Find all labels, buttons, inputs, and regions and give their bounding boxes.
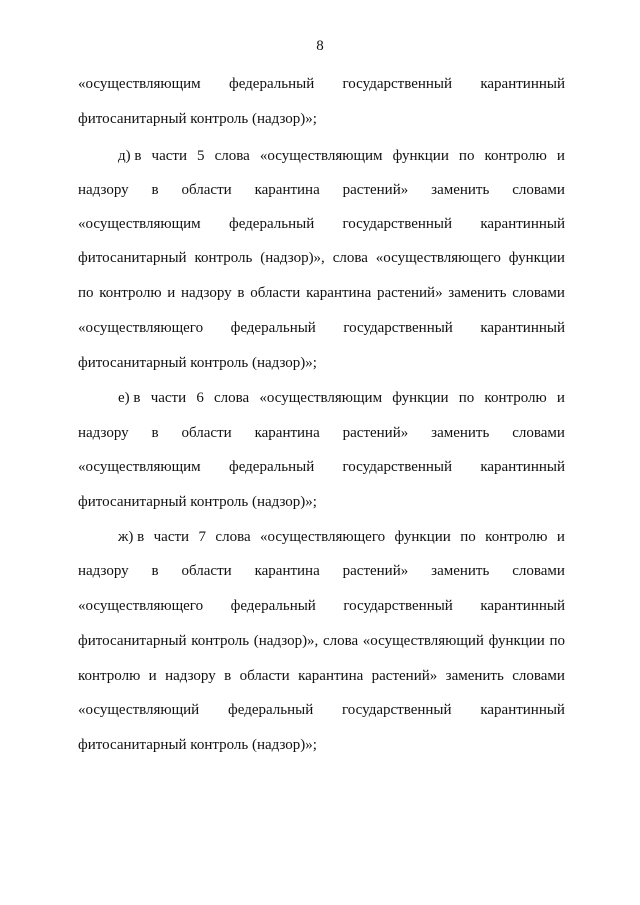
word: «осуществляющего (78, 598, 204, 614)
text-line: фитосанитарный контроль (надзор)»; (78, 737, 317, 753)
word: словами (512, 425, 565, 441)
word: заменить (448, 285, 507, 301)
word: 7 (198, 529, 206, 545)
word: в (237, 285, 245, 301)
word: фитосанитарный (78, 250, 187, 266)
text-line (78, 562, 565, 580)
word: «осуществляющего (375, 250, 501, 266)
word: 5 (197, 148, 205, 164)
text-line (78, 319, 565, 337)
text-line (78, 632, 565, 650)
word: по (460, 529, 476, 545)
word: «осуществляющего (78, 320, 204, 336)
word: в (151, 425, 159, 441)
word: заменить (431, 563, 490, 579)
word: федеральный (228, 702, 314, 718)
text-line (78, 701, 565, 719)
text-line (78, 249, 565, 267)
word: словами (512, 563, 565, 579)
word: и (556, 148, 565, 164)
word: в (151, 182, 159, 198)
word: е) в (118, 390, 141, 406)
word: государственный (342, 76, 453, 92)
word: федеральный (229, 76, 315, 92)
word: области (181, 563, 232, 579)
word: «осуществляющий (78, 702, 200, 718)
word: федеральный (230, 598, 316, 614)
word: области (239, 668, 290, 684)
word: по (458, 390, 475, 406)
word: области (181, 182, 232, 198)
word: по (78, 285, 94, 301)
text-line (78, 667, 565, 685)
word: контролю (484, 148, 547, 164)
word: контролю (78, 668, 141, 684)
word: контроль (191, 633, 250, 649)
word: области (181, 425, 232, 441)
text-line-item-e (118, 389, 565, 407)
word: государственный (343, 598, 453, 614)
word: «осуществляющим (78, 216, 201, 232)
word: контроль (194, 250, 253, 266)
text-line (78, 597, 565, 615)
word: карантина (306, 285, 372, 301)
word: карантинный (480, 702, 565, 718)
text-line (78, 215, 565, 233)
word: растений» (342, 182, 409, 198)
word: «осуществляющий (362, 633, 484, 649)
word: слова (322, 633, 359, 649)
word: надзору (78, 182, 129, 198)
word: функции (392, 148, 449, 164)
word: слова (214, 390, 250, 406)
word: контролю (485, 529, 548, 545)
word: карантинный (480, 320, 565, 336)
word: надзору (78, 425, 129, 441)
word: (надзор)», (253, 633, 319, 649)
word: и (167, 285, 176, 301)
word: карантинный (480, 459, 565, 475)
word: и (556, 529, 565, 545)
word: словами (512, 668, 565, 684)
word: слова (214, 148, 250, 164)
word: 6 (196, 390, 204, 406)
text-line: фитосанитарный контроль (надзор)»; (78, 355, 317, 371)
word: растений» (342, 563, 409, 579)
word: карантинный (480, 216, 565, 232)
page-number: 8 (316, 38, 324, 54)
word: в (224, 668, 232, 684)
text-line (78, 424, 565, 442)
word: по (458, 148, 475, 164)
word: государственный (342, 702, 452, 718)
word: ж) в (118, 529, 145, 545)
word: функции (508, 250, 565, 266)
word: карантина (254, 563, 320, 579)
word: заменить (431, 425, 490, 441)
word: (надзор)», (260, 250, 325, 266)
word: «осуществляющим (259, 148, 383, 164)
word: государственный (343, 320, 453, 336)
word: части (150, 390, 187, 406)
word: функции (394, 529, 451, 545)
text-line (78, 458, 565, 476)
word: контролю (484, 390, 547, 406)
word: карантинный (480, 598, 565, 614)
text-line: фитосанитарный контроль (надзор)»; (78, 494, 317, 510)
word: государственный (342, 216, 453, 232)
word: части (153, 529, 190, 545)
word: словами (512, 182, 565, 198)
word: карантинный (480, 76, 565, 92)
word: и (148, 668, 157, 684)
word: словами (512, 285, 565, 301)
word: заменить (431, 182, 490, 198)
word: по (549, 633, 565, 649)
word: «осуществляющим (78, 76, 201, 92)
word: слова (215, 529, 251, 545)
word: контролю (99, 285, 162, 301)
word: карантина (254, 182, 320, 198)
word: и (556, 390, 565, 406)
word: слова (332, 250, 368, 266)
word: «осуществляющим (259, 390, 383, 406)
text-line-item-d (118, 147, 565, 165)
word: д) в (118, 148, 142, 164)
word: надзору (165, 668, 216, 684)
word: надзору (78, 563, 129, 579)
word: заменить (445, 668, 504, 684)
word: в (151, 563, 159, 579)
word: растений» (376, 285, 443, 301)
word: функции (392, 390, 449, 406)
text-line: фитосанитарный контроль (надзор)»; (78, 111, 317, 127)
word: «осуществляющим (78, 459, 201, 475)
word: области (250, 285, 301, 301)
word: федеральный (230, 320, 316, 336)
word: государственный (342, 459, 453, 475)
word: федеральный (229, 216, 315, 232)
text-line (78, 75, 565, 93)
text-line (78, 181, 565, 199)
word: карантина (298, 668, 364, 684)
word: «осуществляющего (260, 529, 386, 545)
word: растений» (342, 425, 409, 441)
word: растений» (371, 668, 438, 684)
word: федеральный (229, 459, 315, 475)
word: надзору (181, 285, 232, 301)
text-line-item-zh (118, 528, 565, 546)
text-line (78, 284, 565, 302)
word: карантина (254, 425, 320, 441)
word: функции (488, 633, 545, 649)
word: фитосанитарный (78, 633, 187, 649)
word: части (151, 148, 187, 164)
